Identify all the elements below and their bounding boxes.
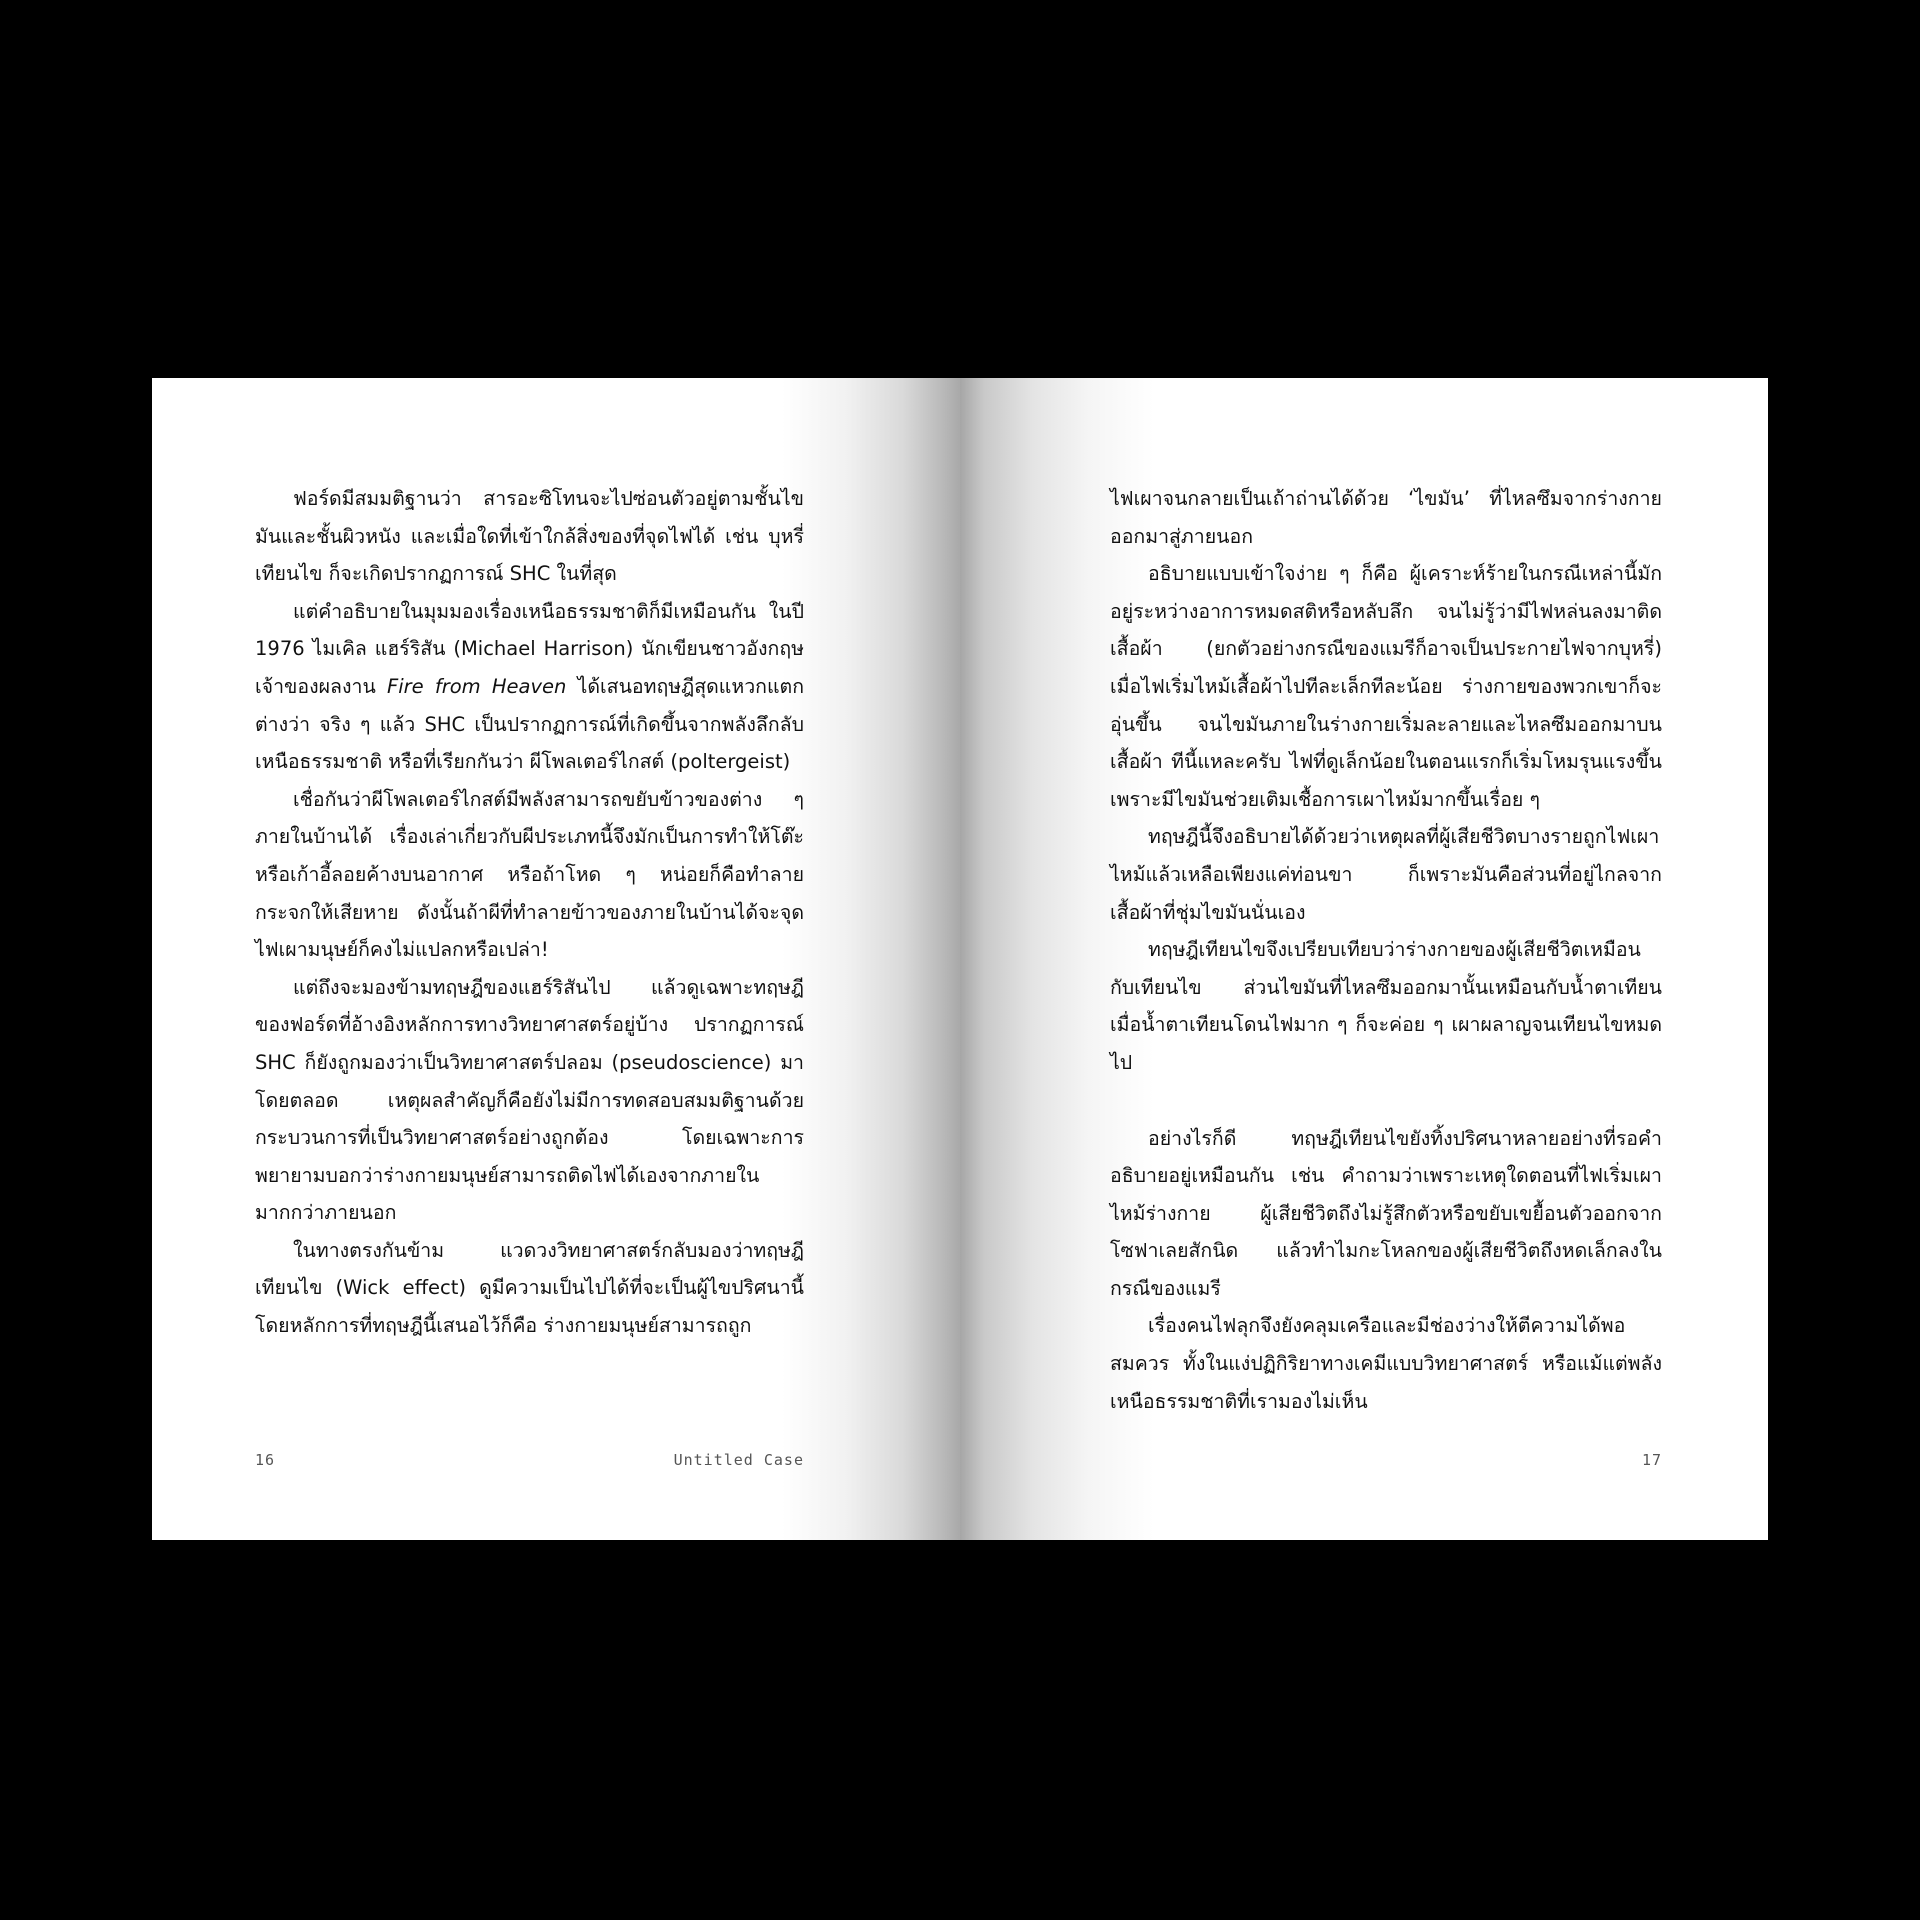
right-paragraph-6: เรื่องคนไฟลุกจึงยังคลุมเครือและมีช่องว่างให้ตีความได้พอสมควร ทั้งในแง่ปฏิกิริยาทางเคมีแบบวิทยาศาสตร์ หรือแม้แต่พลังเหนือธรรมชาติที่เรามองไม่เห็น [1110, 1314, 1662, 1413]
page-number-right: 17 [1641, 1451, 1662, 1469]
left-paragraph-2-start: แต่คำอธิบายในมุมมองเรื่องเหนือธรรมชาติก็มีเหมือนกัน ในปี 1976 ไมเคิล แฮร์ริสัน (Michael Harrison) นักเขียนชาวอังกฤษ เจ้าของผลงาน [255, 599, 804, 698]
right-page-body [1110, 480, 1662, 1420]
left-page-body [255, 480, 804, 1345]
right-paragraph-3: ทฤษฎีนี้จึงอธิบายได้ด้วยว่าเหตุผลที่ผู้เสียชีวิตบางรายถูกไฟเผาไหม้แล้วเหลือเพียงแค่ท่อนขา ก็เพราะมันคือส่วนที่อยู่ไกลจากเสื้อผ้าที่ชุ่มไขมันนั่นเอง [1110, 825, 1662, 924]
running-title: Untitled Case [673, 1451, 804, 1469]
right-paragraph-4: ทฤษฎีเทียนไขจึงเปรียบเทียบว่าร่างกายของผู้เสียชีวิตเหมือนกับเทียนไข ส่วนไขมันที่ไหลซึมออกมานั้นเหมือนกับน้ำตาเทียน เมื่อน้ำตาเทียนโดนไฟมาก ๆ ก็จะค่อย ๆ เผาผลาญจนเทียนไขหมดไป [1110, 938, 1662, 1074]
page-number-left: 16 [255, 1451, 276, 1469]
left-paragraph-2-end: ได้เสนอทฤษฎีสุดแหวกแตกต่างว่า จริง ๆ แล้ว SHC เป็นปรากฏการณ์ที่เกิดขึ้นจากพลังลึกลับเหนือธรรมชาติ หรือที่เรียกกันว่า ผีโพลเตอร์ไกสต์ (poltergeist) [255, 674, 805, 774]
book-title-italic: Fire from Heaven [386, 674, 567, 698]
left-paragraph-2 [255, 593, 804, 781]
right-paragraph-2: อธิบายแบบเข้าใจง่าย ๆ ก็คือ ผู้เคราะห์ร้ายในกรณีเหล่านี้มักอยู่ระหว่างอาการหมดสติหรือหลับลึก จนไม่รู้ว่ามีไฟหล่นลงมาติดเสื้อผ้า (ยกตัวอย่างกรณีของแมรีก็อาจเป็นประกายไฟจากบุหรี่) เมื่อไฟเริ่มไหม้เสื้อผ้าไปทีละเล็กทีละน้อย ร่างกายของพวกเขาก็จะอุ่นขึ้น จนไขมันภายในร่างกายเริ่มละลายและไหลซึมออกมาบนเสื้อผ้า ทีนี้แหละครับ ไฟที่ดูเล็กน้อยในตอนแรกก็เริ่มโหมรุนแรงขึ้น เพราะมีไขมันช่วยเติมเชื้อการเผาไหม้มากขึ้นเรื่อย ๆ [1110, 562, 1662, 811]
right-page [960, 378, 1768, 1540]
right-paragraph-5: อย่างไรก็ดี ทฤษฎีเทียนไขยังทิ้งปริศนาหลายอย่างที่รอคำอธิบายอยู่เหมือนกัน เช่น คำถามว่าเพราะเหตุใดตอนที่ไฟเริ่มเผาไหม้ร่างกาย ผู้เสียชีวิตถึงไม่รู้สึกตัวหรือขยับเขยื้อนตัวออกจากโซฟาเลยสักนิด แล้วทำไมกะโหลกของผู้เสียชีวิตถึงหดเล็กลงในกรณีของแมรี [1110, 1126, 1662, 1300]
left-paragraph-3: เชื่อกันว่าผีโพลเตอร์ไกสต์มีพลังสามารถขยับข้าวของต่าง ๆ ภายในบ้านได้ เรื่องเล่าเกี่ยวกับผีประเภทนี้จึงมักเป็นการทำให้โต๊ะหรือเก้าอี้ลอยค้างบนอากาศ หรือถ้าโหด ๆ หน่อยก็คือทำลายกระจกให้เสียหาย ดังนั้นถ้าผีที่ทำลายข้าวของภายในบ้านได้จะจุดไฟเผามนุษย์ก็คงไม่แปลกหรือเปล่า! [255, 787, 804, 962]
left-paragraph-5: ในทางตรงกันข้าม แวดวงวิทยาศาสตร์กลับมองว่าทฤษฎีเทียนไข (Wick effect) ดูมีความเป็นไปได้ที่จะเป็นผู้ไขปริศนานี้ โดยหลักการที่ทฤษฎีนี้เสนอไว้ก็คือ ร่างกายมนุษย์สามารถถูก [255, 1238, 804, 1338]
right-paragraph-1: ไฟเผาจนกลายเป็นเถ้าถ่านได้ด้วย ‘ไขมัน’ ที่ไหลซึมจากร่างกายออกมาสู่ภายนอก [1110, 487, 1662, 548]
left-paragraph-1: ฟอร์ดมีสมมติฐานว่า สารอะซิโทนจะไปซ่อนตัวอยู่ตามชั้นไขมันและชั้นผิวหนัง และเมื่อใดที่เข้าใกล้สิ่งของที่จุดไฟได้ เช่น บุหรี่ เทียนไข ก็จะเกิดปรากฏการณ์ SHC ในที่สุด [255, 487, 804, 586]
left-page [152, 378, 960, 1540]
book-spread [152, 378, 1768, 1540]
left-paragraph-4: แต่ถึงจะมองข้ามทฤษฎีของแฮร์ริสันไป แล้วดูเฉพาะทฤษฎีของฟอร์ดที่อ้างอิงหลักการทางวิทยาศาสตร์อยู่บ้าง ปรากฏการณ์ SHC ก็ยังถูกมองว่าเป็นวิทยาศาสตร์ปลอม (pseudoscience) มาโดยตลอด เหตุผลสำคัญก็คือยังไม่มีการทดสอบสมมติฐานด้วยกระบวนการที่เป็นวิทยาศาสตร์อย่างถูกต้อง โดยเฉพาะการพยายามบอกว่าร่างกายมนุษย์สามารถติดไฟได้เองจากภายในมากกว่าภายนอก [255, 975, 804, 1225]
